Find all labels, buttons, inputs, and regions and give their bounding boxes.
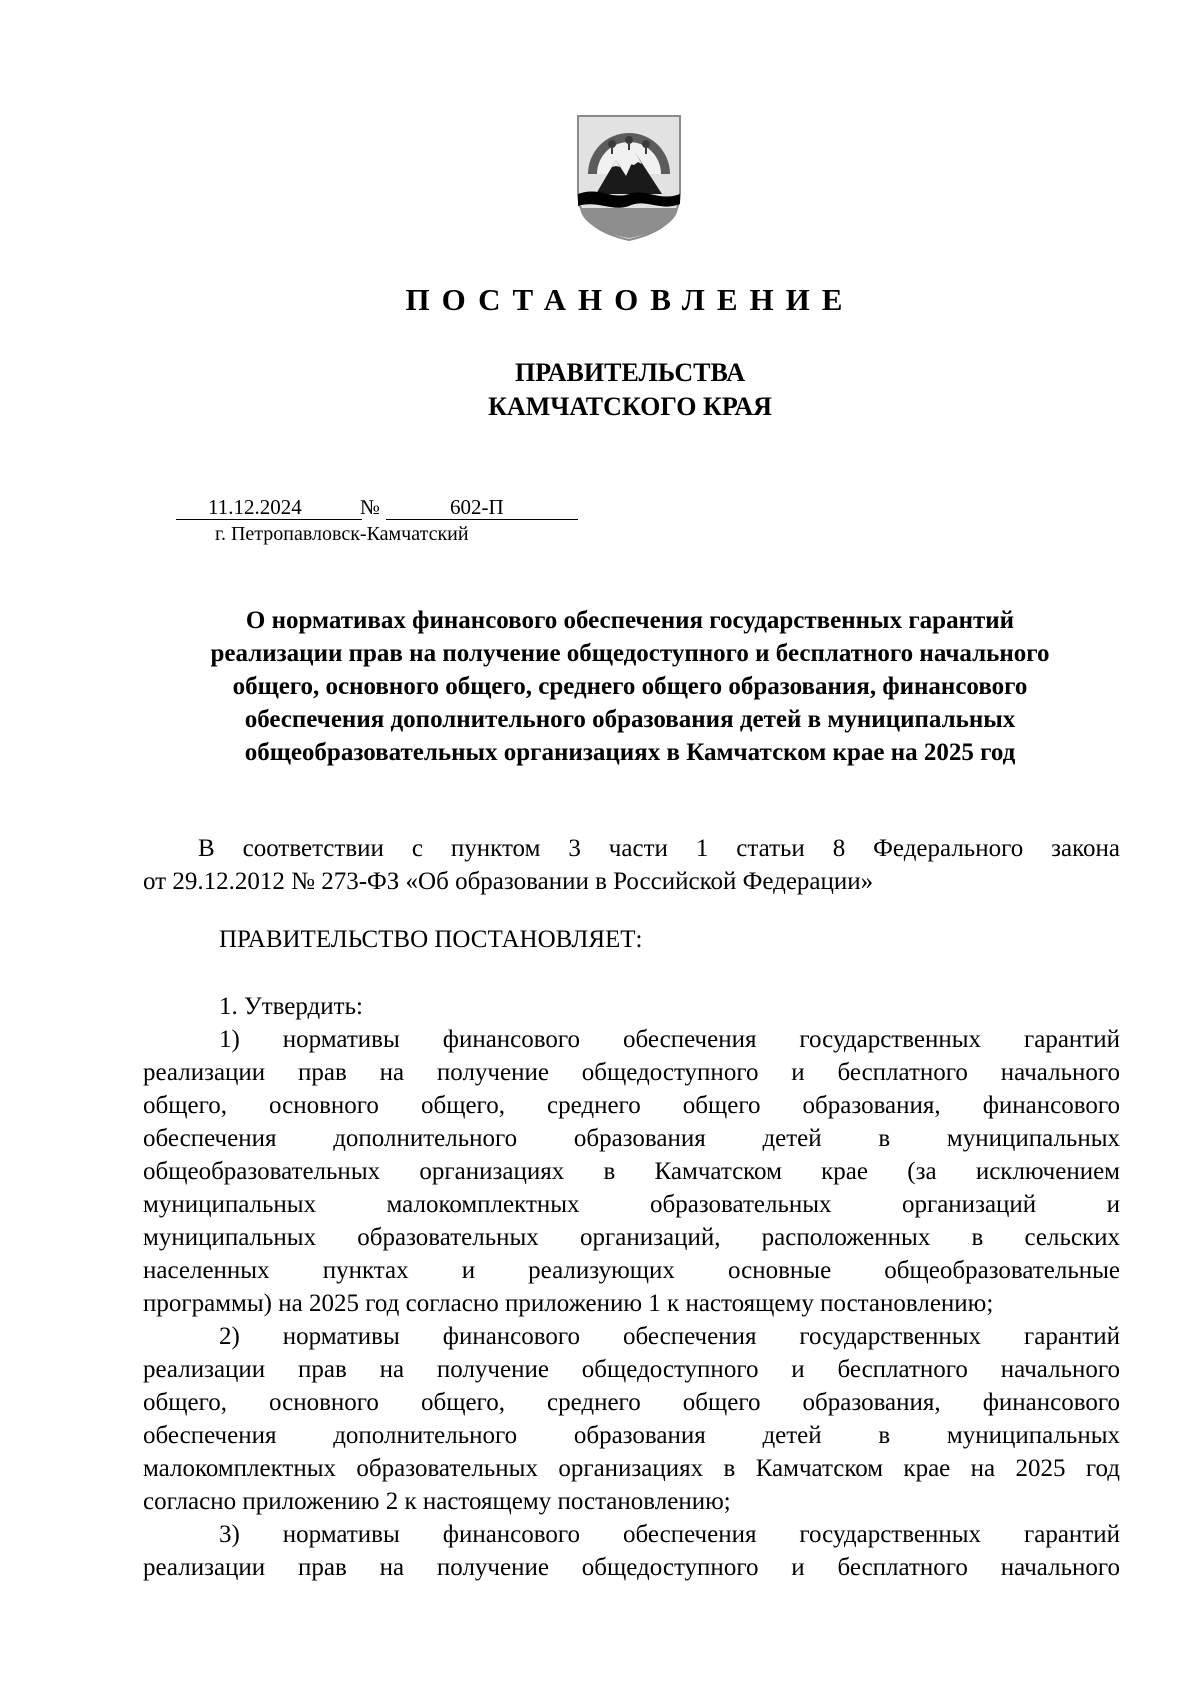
intro-line: от 29.12.2012 № 273-ФЗ «Об образовании в Российской Федерации»: [143, 868, 874, 895]
decree-statement: ПРАВИТЕЛЬСТВО ПОСТАНОВЛЯЕТ:: [219, 926, 643, 953]
title-line: О нормативах финансового обеспечения государственных гарантий: [245, 607, 1015, 634]
number-sign: №: [360, 495, 381, 519]
body-line: муниципальных образовательных организаций, расположенных в сельских: [143, 1224, 1120, 1251]
title-line: общего, основного общего, среднего общего образования, финансового: [232, 673, 1028, 700]
document-type-heading: ПОСТАНОВЛЕНИЕ: [405, 282, 855, 317]
body-line: 1) нормативы финансового обеспечения государственных гарантий: [219, 1026, 1120, 1053]
body-line: общеобразовательных организациях в Камчатском крае (за исключением: [143, 1158, 1120, 1185]
body-line: 3) нормативы финансового обеспечения государственных гарантий: [219, 1521, 1120, 1548]
body-line: программы) на 2025 год согласно приложению 1 к настоящему постановлению;: [143, 1290, 994, 1317]
document-number: 602-П: [450, 495, 504, 519]
registration-line: [176, 495, 596, 521]
intro-line: В соответствии с пунктом 3 части 1 статьи 8 Федерального закона: [198, 835, 1120, 862]
body-line: реализации прав на получение общедоступного и бесплатного начального: [143, 1356, 1120, 1383]
document-title: [140, 604, 1120, 769]
body-line: муниципальных малокомплектных образовательных организаций и: [143, 1191, 1120, 1218]
issuer-line-2: КАМЧАТСКОГО КРАЯ: [488, 392, 772, 421]
issuer-line-1: ПРАВИТЕЛЬСТВА: [515, 358, 745, 387]
body-line: населенных пунктах и реализующих основные общеобразовательные: [143, 1257, 1120, 1284]
item-heading: 1. Утвердить:: [219, 993, 363, 1020]
document-date: 11.12.2024: [208, 495, 302, 519]
document-city: г. Петропавловск-Камчатский: [215, 523, 469, 545]
body-line: обеспечения дополнительного образования детей в муниципальных: [143, 1422, 1120, 1449]
issuer-heading: [0, 356, 1200, 424]
body-line: реализации прав на получение общедоступного и бесплатного начального: [143, 1554, 1120, 1581]
title-line: реализации прав на получение общедоступного и бесплатного начального: [210, 640, 1050, 667]
intro-paragraph: [143, 832, 1120, 898]
title-line: общеобразовательных организациях в Камчатском крае на 2025 год: [244, 739, 1016, 766]
title-line: обеспечения дополнительного образования детей в муниципальных: [244, 706, 1016, 733]
decree-items: [143, 990, 1120, 1584]
coat-of-arms-icon: [576, 114, 682, 242]
body-line: согласно приложению 2 к настоящему постановлению;: [143, 1488, 731, 1515]
body-line: малокомплектных образовательных организациях в Камчатском крае на 2025 год: [143, 1455, 1120, 1482]
body-line: 2) нормативы финансового обеспечения государственных гарантий: [219, 1323, 1120, 1350]
body-line: обеспечения дополнительного образования детей в муниципальных: [143, 1125, 1120, 1152]
body-line: общего, основного общего, среднего общего образования, финансового: [143, 1389, 1120, 1416]
body-line: общего, основного общего, среднего общего образования, финансового: [143, 1092, 1120, 1119]
body-line: реализации прав на получение общедоступного и бесплатного начального: [143, 1059, 1120, 1086]
